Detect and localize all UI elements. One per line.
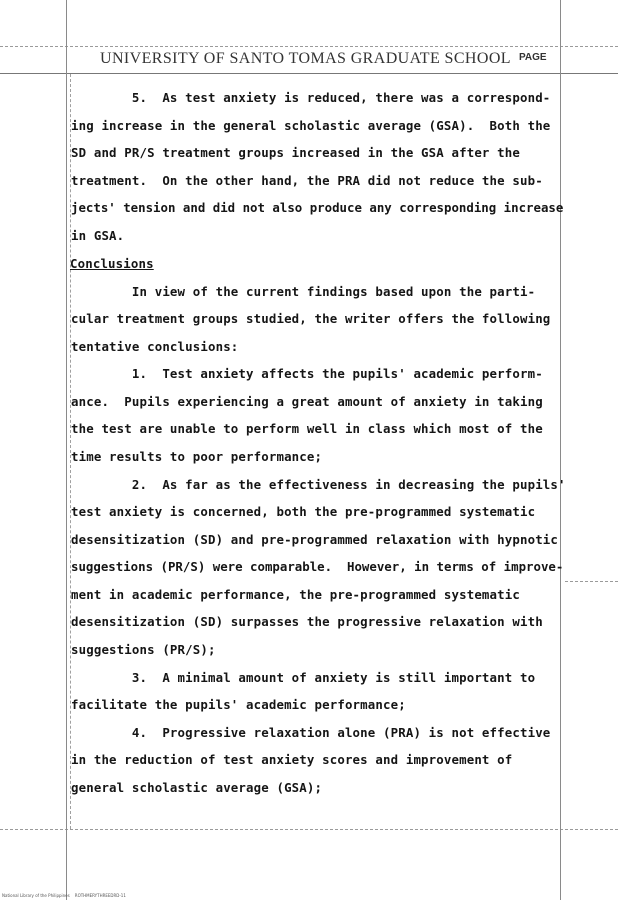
text-line: 3. A minimal amount of anxiety is still important to <box>71 670 536 685</box>
text-line: facilitate the pupils' academic performance; <box>71 697 406 712</box>
scan-footer: National Library of the Philippines ROTHMERYTHREEDRD-11 <box>2 893 126 898</box>
text-line: cular treatment groups studied, the writer offers the following <box>71 311 551 326</box>
text-line: desensitization (SD) surpasses the progressive relaxation with <box>71 614 543 629</box>
header-rule <box>0 73 618 74</box>
top-rule <box>0 46 618 47</box>
text-line: the test are unable to perform well in class which most of the <box>71 421 543 436</box>
text-line: suggestions (PR/S) were comparable. However, in terms of improve- <box>71 559 564 574</box>
text-line: time results to poor performance; <box>71 449 323 464</box>
text-line: general scholastic average (GSA); <box>71 780 323 795</box>
text-line: 2. As far as the effectiveness in decreasing the pupils' <box>71 477 566 492</box>
text-line: desensitization (SD) and pre-programmed relaxation with hypnotic <box>71 532 559 547</box>
text-line: in the reduction of test anxiety scores and improvement of <box>71 752 513 767</box>
right-margin-rule <box>565 581 618 582</box>
text-line: ance. Pupils experiencing a great amount of anxiety in taking <box>71 394 543 409</box>
header-page-label: PAGE <box>519 52 547 63</box>
text-line: suggestions (PR/S); <box>71 642 216 657</box>
right-margin-line <box>560 0 561 900</box>
text-line: 4. Progressive relaxation alone (PRA) is not effective <box>71 725 551 740</box>
text-line: jects' tension and did not also produce any corresponding increase <box>71 200 564 215</box>
text-line: tentative conclusions: <box>71 339 239 354</box>
text-line: In view of the current findings based upon the parti- <box>71 284 536 299</box>
text-line: ment in academic performance, the pre-programmed systematic <box>71 587 520 602</box>
bottom-rule <box>0 829 618 830</box>
text-line: test anxiety is concerned, both the pre-programmed systematic <box>71 504 536 519</box>
text-line: 1. Test anxiety affects the pupils' academic perform- <box>71 366 543 381</box>
text-line: treatment. On the other hand, the PRA did not reduce the sub- <box>71 173 543 188</box>
conclusions-heading: Conclusions <box>70 256 154 271</box>
text-line: 5. As test anxiety is reduced, there was a correspond- <box>71 90 551 105</box>
text-line: SD and PR/S treatment groups increased in the GSA after the <box>71 145 520 160</box>
text-line: in GSA. <box>71 228 125 243</box>
header-title: UNIVERSITY OF SANTO TOMAS GRADUATE SCHOOL <box>100 50 511 67</box>
text-line: ing increase in the general scholastic average (GSA). Both the <box>71 118 551 133</box>
left-margin-line <box>66 0 67 900</box>
